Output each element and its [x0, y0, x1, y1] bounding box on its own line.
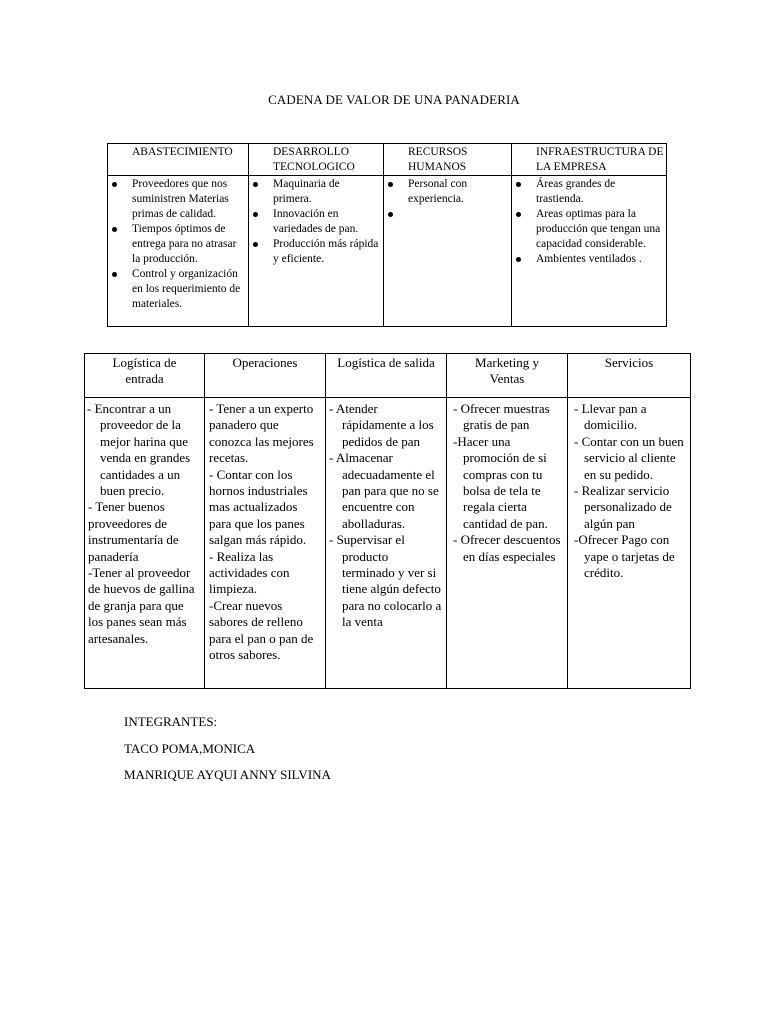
list-item: - Llevar pan a domicilio. [574, 401, 647, 433]
list-item: Areas optimas para la producción que tengan una capacidad considerable. [512, 207, 666, 252]
list-item: Tiempos óptimos de entrega para no atrasar la producción. [108, 222, 248, 267]
list-item: -Tener al proveedor de huevos de gallina de granja para que los panes sean más artesanales. [88, 565, 195, 646]
list-item: - Supervisar el producto terminado y ver si tiene algún defecto para no colocarlo a la venta [329, 532, 442, 630]
list-item: - Realizar servicio personalizado de algún pan [574, 483, 672, 531]
header-abastecimiento: ABASTECIMIENTO [108, 144, 249, 176]
member-name: TACO POMA,MONICA [124, 741, 256, 756]
list-item: - Almacenar adecuadamente el pan para que no se encuentre con abolladuras. [329, 450, 439, 531]
list-item: -Hacer una promoción de si compras con tu bolsa de tela te regala cierta cantidad de pan. [453, 433, 548, 531]
header-operaciones: Operaciones [205, 354, 326, 398]
document-title: CADENA DE VALOR DE UNA PANADERIA [268, 92, 520, 107]
list-item: -Crear nuevos sabores de relleno para el pan o pan de otros sabores. [209, 597, 314, 663]
list-item: Ambientes ventilados . [512, 252, 666, 267]
list-item: -Ofrecer Pago con yape o tarjetas de crédito. [574, 532, 675, 581]
list-item: - Contar con un buen servicio al cliente en su pedido. [574, 433, 684, 482]
list-item: Producción más rápida y eficiente. [249, 237, 383, 267]
list-item: Proveedores que nos suministren Materias primas de calidad. [108, 177, 248, 222]
support-activities-table [107, 143, 667, 327]
support-col-desarrollo [249, 176, 384, 327]
list-item: Maquinaria de primera. [249, 177, 383, 207]
primary-col-servicios [568, 398, 691, 689]
support-col-recursos [384, 176, 512, 327]
support-col-abastecimiento [108, 176, 249, 327]
list-item: - Ofrecer muestras gratis de pan [453, 401, 550, 433]
list-item: - Tener buenos proveedores de instrumentaría de panadería [88, 499, 179, 564]
list-item: Control y organización en los requerimiento de materiales. [108, 267, 248, 312]
header-logistica-salida: Logística de salida [326, 354, 447, 398]
primary-col-logistica-salida [326, 398, 447, 689]
list-item: - Realiza las actividades con limpieza. [209, 548, 290, 597]
list-item: - Atender rápidamente a los pedidos de pan [329, 401, 434, 449]
list-item: - Ofrecer descuentos en días especiales [453, 532, 561, 564]
header-logistica-entrada: Logística de entrada [85, 354, 205, 398]
list-item: - Encontrar a un proveedor de la mejor harina que venda en grandes cantidades a un buen precio. [87, 401, 191, 499]
primary-col-marketing-ventas [447, 398, 568, 689]
list-item: - Tener a un experto panadero que conozca las mejores recetas. [209, 401, 314, 466]
primary-col-logistica-entrada [85, 398, 205, 689]
list-item: Personal con experiencia. [384, 177, 511, 207]
header-desarrollo-tecnologico: DESARROLLO TECNOLOGICO [249, 144, 384, 176]
support-col-infraestructura [512, 176, 667, 327]
header-marketing-ventas: Marketing y Ventas [447, 354, 568, 398]
primary-activities-table [84, 353, 691, 689]
list-item: - Contar con los hornos industriales mas actualizados para que los panes salgan más rápido. [209, 466, 308, 548]
list-item [384, 207, 511, 222]
list-item: Áreas grandes de trastienda. [512, 177, 666, 207]
member-name: MANRIQUE AYQUI ANNY SILVINA [124, 767, 331, 782]
header-servicios: Servicios [568, 354, 691, 398]
header-recursos-humanos: RECURSOS HUMANOS [384, 144, 512, 176]
members-label: INTEGRANTES: [124, 714, 218, 729]
primary-col-operaciones [205, 398, 326, 689]
list-item: Innovación en variedades de pan. [249, 207, 383, 237]
header-infraestructura: INFRAESTRUCTURA DE LA EMPRESA [512, 144, 667, 176]
